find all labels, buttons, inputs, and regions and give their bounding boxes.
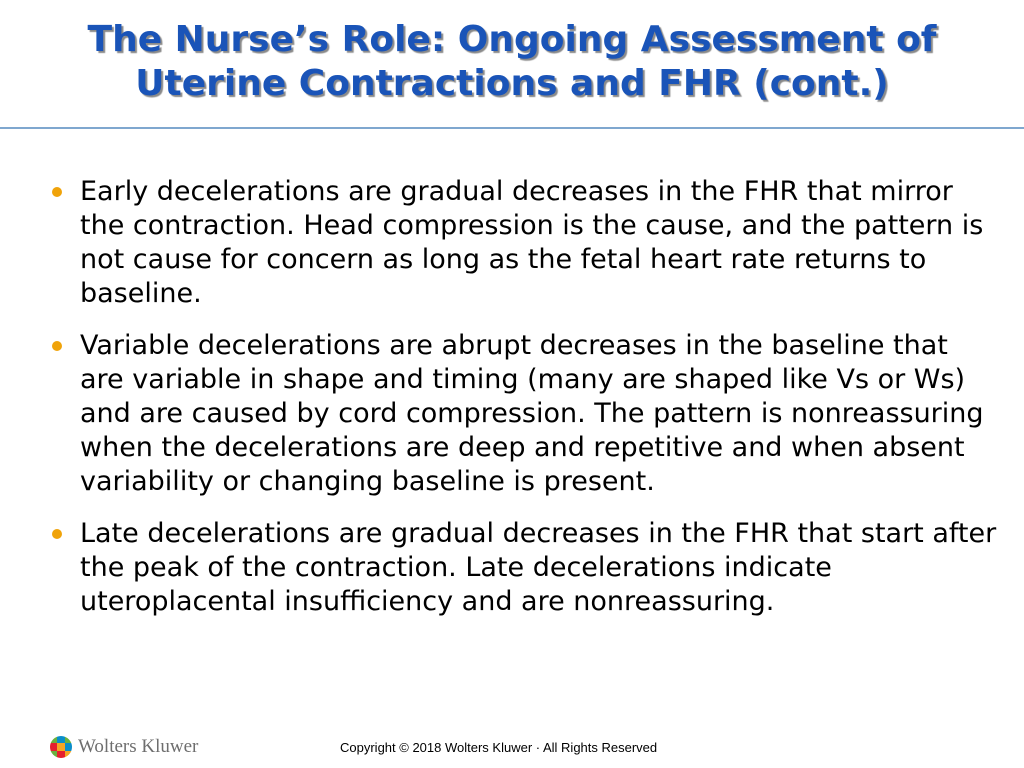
footer [0, 730, 1024, 768]
bullet-text: Late decelerations are gradual decreases in the FHR that start after the peak of the contraction. Late decelerations indicate uteroplacental insufficiency and are nonreassuring. [80, 518, 997, 617]
title-line-2: Uterine Contractions and FHR (cont.) [135, 63, 889, 104]
bullet-dot-icon [52, 529, 62, 539]
bullet-text: Early decelerations are gradual decreases in the FHR that mirror the contraction. Head compression is the cause, and the pattern is not cause for concern as long as the fetal heart rate returns to baseline. [80, 176, 984, 309]
company-logo [50, 736, 198, 758]
title-divider [0, 127, 1024, 129]
wolters-kluwer-logo-icon [50, 736, 72, 758]
copyright-text: Copyright © 2018 Wolters Kluwer · All Rights Reserved [340, 740, 658, 755]
title-line-1: The Nurse’s Role: Ongoing Assessment of [87, 19, 937, 60]
slide-title [0, 18, 1024, 106]
bullet-text: Variable decelerations are abrupt decreases in the baseline that are variable in shape and timing (many are shaped like Vs or Ws) and are caused by cord compression. The pattern is nonreassuring when the decelerations are deep and repetitive and when absent variability or changing baseline is present. [80, 330, 984, 497]
bullet-dot-icon [52, 341, 62, 351]
bullet-dot-icon [52, 187, 62, 197]
bullet-item [48, 517, 998, 619]
bullet-item [48, 175, 998, 311]
logo-text: Wolters Kluwer [78, 736, 199, 757]
bullet-item [48, 329, 998, 499]
bullet-list [48, 175, 998, 637]
